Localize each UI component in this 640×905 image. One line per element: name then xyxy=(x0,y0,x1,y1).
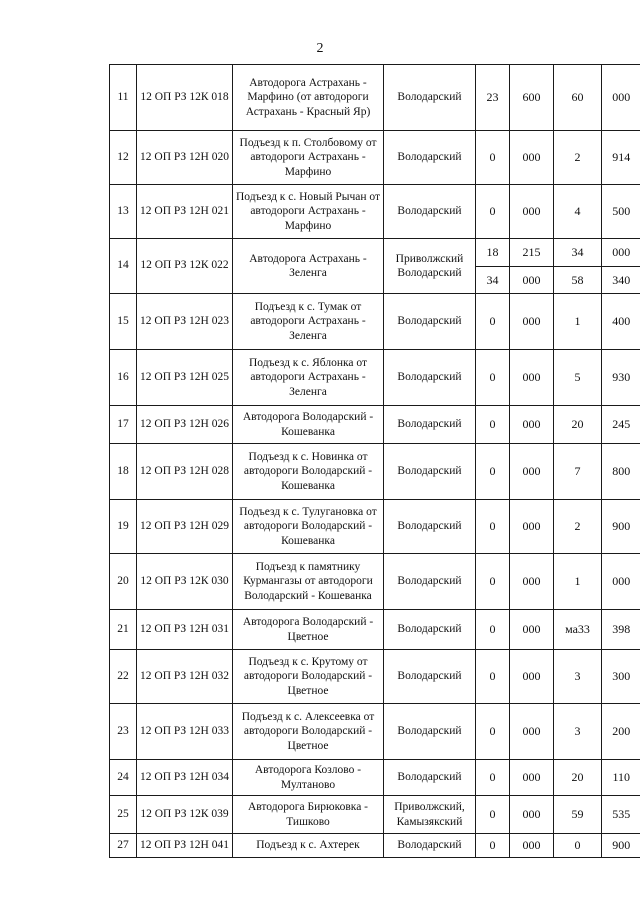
km-end: 7 xyxy=(554,444,602,500)
m-start: 000 xyxy=(510,444,554,500)
district: Володарский xyxy=(384,185,476,239)
table-row xyxy=(110,350,640,406)
table-row xyxy=(110,650,640,704)
km-start: 18 xyxy=(476,239,510,267)
m-end: 535 xyxy=(602,796,640,834)
m-start: 600 xyxy=(510,65,554,131)
road-name: Автодорога Бирюковка - Тишково xyxy=(233,796,384,834)
km-end: 20 xyxy=(554,760,602,796)
district: Володарский xyxy=(384,610,476,650)
m-end: 500 xyxy=(602,185,640,239)
m-end: 200 xyxy=(602,704,640,760)
km-end: 20 xyxy=(554,406,602,444)
km-start: 0 xyxy=(476,294,510,350)
m-start: 000 xyxy=(510,704,554,760)
row-number: 15 xyxy=(110,294,137,350)
district: Володарский xyxy=(384,350,476,406)
m-end: 400 xyxy=(602,294,640,350)
km-start: 0 xyxy=(476,444,510,500)
km-start: 0 xyxy=(476,131,510,185)
road-name: Подъезд к с. Тумак от автодороги Астрахань - Зеленга xyxy=(233,294,384,350)
table-row xyxy=(110,406,640,444)
road-code: 12 ОП РЗ 12Н 041 xyxy=(137,834,233,858)
road-name: Автодорога Астрахань - Зеленга xyxy=(233,239,384,294)
district: Володарский xyxy=(384,500,476,554)
km-end: 3 xyxy=(554,650,602,704)
road-code: 12 ОП РЗ 12К 030 xyxy=(137,554,233,610)
m-end: 000 xyxy=(602,239,640,267)
m-end: 340 xyxy=(602,267,640,294)
table-body xyxy=(110,65,640,858)
road-code: 12 ОП РЗ 12Н 028 xyxy=(137,444,233,500)
km-end: 60 xyxy=(554,65,602,131)
table-row xyxy=(110,131,640,185)
district: Володарский xyxy=(384,834,476,858)
m-end: 300 xyxy=(602,650,640,704)
row-number: 19 xyxy=(110,500,137,554)
m-end: 110 xyxy=(602,760,640,796)
m-start: 000 xyxy=(510,350,554,406)
m-start: 000 xyxy=(510,406,554,444)
km-start: 0 xyxy=(476,610,510,650)
m-start: 000 xyxy=(510,834,554,858)
road-code: 12 ОП РЗ 12Н 026 xyxy=(137,406,233,444)
m-end: 398 xyxy=(602,610,640,650)
row-number: 24 xyxy=(110,760,137,796)
road-code: 12 ОП РЗ 12К 022 xyxy=(137,239,233,294)
km-end: 58 xyxy=(554,267,602,294)
km-start: 0 xyxy=(476,554,510,610)
road-name: Подъезд к с. Яблонка от автодороги Астрахань - Зеленга xyxy=(233,350,384,406)
road-code: 12 ОП РЗ 12Н 029 xyxy=(137,500,233,554)
table-row xyxy=(110,554,640,610)
row-number: 17 xyxy=(110,406,137,444)
road-code: 12 ОП РЗ 12К 039 xyxy=(137,796,233,834)
m-end: 900 xyxy=(602,834,640,858)
row-number: 11 xyxy=(110,65,137,131)
m-start: 000 xyxy=(510,554,554,610)
row-number: 20 xyxy=(110,554,137,610)
row-number: 13 xyxy=(110,185,137,239)
road-name: Автодорога Астрахань - Марфино (от автодороги Астрахань - Красный Яр) xyxy=(233,65,384,131)
page-number: 2 xyxy=(316,41,324,56)
km-start: 0 xyxy=(476,796,510,834)
district: Приволжский Володарский xyxy=(384,239,476,294)
roads-table xyxy=(109,64,640,858)
road-code: 12 ОП РЗ 12Н 033 xyxy=(137,704,233,760)
m-end: 000 xyxy=(602,65,640,131)
road-name: Подъезд к п. Столбовому от автодороги Астрахань - Марфино xyxy=(233,131,384,185)
km-end: 2 xyxy=(554,500,602,554)
road-name: Автодорога Володарский - Цветное xyxy=(233,610,384,650)
road-name: Подъезд к с. Новый Рычан от автодороги Астрахань - Марфино xyxy=(233,185,384,239)
m-end: 900 xyxy=(602,500,640,554)
km-end: 5 xyxy=(554,350,602,406)
km-start: 0 xyxy=(476,500,510,554)
m-start: 000 xyxy=(510,610,554,650)
road-code: 12 ОП РЗ 12Н 025 xyxy=(137,350,233,406)
road-code: 12 ОП РЗ 12К 018 xyxy=(137,65,233,131)
table-row xyxy=(110,704,640,760)
table-row xyxy=(110,294,640,350)
row-number: 25 xyxy=(110,796,137,834)
m-end: 245 xyxy=(602,406,640,444)
district: Володарский xyxy=(384,444,476,500)
m-end: 914 xyxy=(602,131,640,185)
m-start: 000 xyxy=(510,650,554,704)
row-number: 21 xyxy=(110,610,137,650)
km-start: 0 xyxy=(476,704,510,760)
table-row xyxy=(110,185,640,239)
district: Володарский xyxy=(384,554,476,610)
m-end: 000 xyxy=(602,554,640,610)
district: Володарский xyxy=(384,131,476,185)
road-code: 12 ОП РЗ 12Н 031 xyxy=(137,610,233,650)
row-number: 12 xyxy=(110,131,137,185)
m-start: 000 xyxy=(510,760,554,796)
district: Володарский xyxy=(384,704,476,760)
table-row xyxy=(110,796,640,834)
km-start: 0 xyxy=(476,650,510,704)
km-start: 34 xyxy=(476,267,510,294)
road-name: Подъезд к памятнику Курмангазы от автодороги Володарский - Кошеванка xyxy=(233,554,384,610)
m-start: 215 xyxy=(510,239,554,267)
road-name: Подъезд к с. Ахтерек xyxy=(233,834,384,858)
road-name: Автодорога Володарский - Кошеванка xyxy=(233,406,384,444)
m-start: 000 xyxy=(510,131,554,185)
m-start: 000 xyxy=(510,500,554,554)
district: Приволжский, Камызякский xyxy=(384,796,476,834)
table-row xyxy=(110,834,640,858)
row-number: 22 xyxy=(110,650,137,704)
m-start: 000 xyxy=(510,294,554,350)
road-name: Подъезд к с. Новинка от автодороги Володарский - Кошеванка xyxy=(233,444,384,500)
road-code: 12 ОП РЗ 12Н 023 xyxy=(137,294,233,350)
km-start: 0 xyxy=(476,834,510,858)
row-number: 23 xyxy=(110,704,137,760)
km-start: 0 xyxy=(476,350,510,406)
road-name: Подъезд к с. Алексеевка от автодороги Володарский - Цветное xyxy=(233,704,384,760)
km-end: 34 xyxy=(554,239,602,267)
m-start: 000 xyxy=(510,185,554,239)
m-start: 000 xyxy=(510,796,554,834)
km-end: 3 xyxy=(554,704,602,760)
district: Володарский xyxy=(384,760,476,796)
table-row xyxy=(110,760,640,796)
row-number: 14 xyxy=(110,239,137,294)
road-code: 12 ОП РЗ 12Н 020 xyxy=(137,131,233,185)
road-name: Автодорога Козлово - Мултаново xyxy=(233,760,384,796)
row-number: 27 xyxy=(110,834,137,858)
km-start: 0 xyxy=(476,406,510,444)
km-end: 2 xyxy=(554,131,602,185)
road-name: Подъезд к с. Тулугановка от автодороги Володарский - Кошеванка xyxy=(233,500,384,554)
km-end: 59 xyxy=(554,796,602,834)
table-row xyxy=(110,444,640,500)
table-row xyxy=(110,239,640,267)
district: Володарский xyxy=(384,406,476,444)
km-end: 1 xyxy=(554,554,602,610)
district: Володарский xyxy=(384,650,476,704)
row-number: 18 xyxy=(110,444,137,500)
road-code: 12 ОП РЗ 12Н 032 xyxy=(137,650,233,704)
row-number: 16 xyxy=(110,350,137,406)
km-start: 0 xyxy=(476,185,510,239)
km-end: 4 xyxy=(554,185,602,239)
m-end: 930 xyxy=(602,350,640,406)
table-row xyxy=(110,500,640,554)
road-name: Подъезд к с. Крутому от автодороги Володарский - Цветное xyxy=(233,650,384,704)
km-end: 0 xyxy=(554,834,602,858)
m-start: 000 xyxy=(510,267,554,294)
district: Володарский xyxy=(384,65,476,131)
km-end: ма33 xyxy=(554,610,602,650)
table-row xyxy=(110,65,640,131)
road-code: 12 ОП РЗ 12Н 034 xyxy=(137,760,233,796)
table-row xyxy=(110,610,640,650)
km-start: 0 xyxy=(476,760,510,796)
district: Володарский xyxy=(384,294,476,350)
km-end: 1 xyxy=(554,294,602,350)
km-start: 23 xyxy=(476,65,510,131)
road-code: 12 ОП РЗ 12Н 021 xyxy=(137,185,233,239)
m-end: 800 xyxy=(602,444,640,500)
